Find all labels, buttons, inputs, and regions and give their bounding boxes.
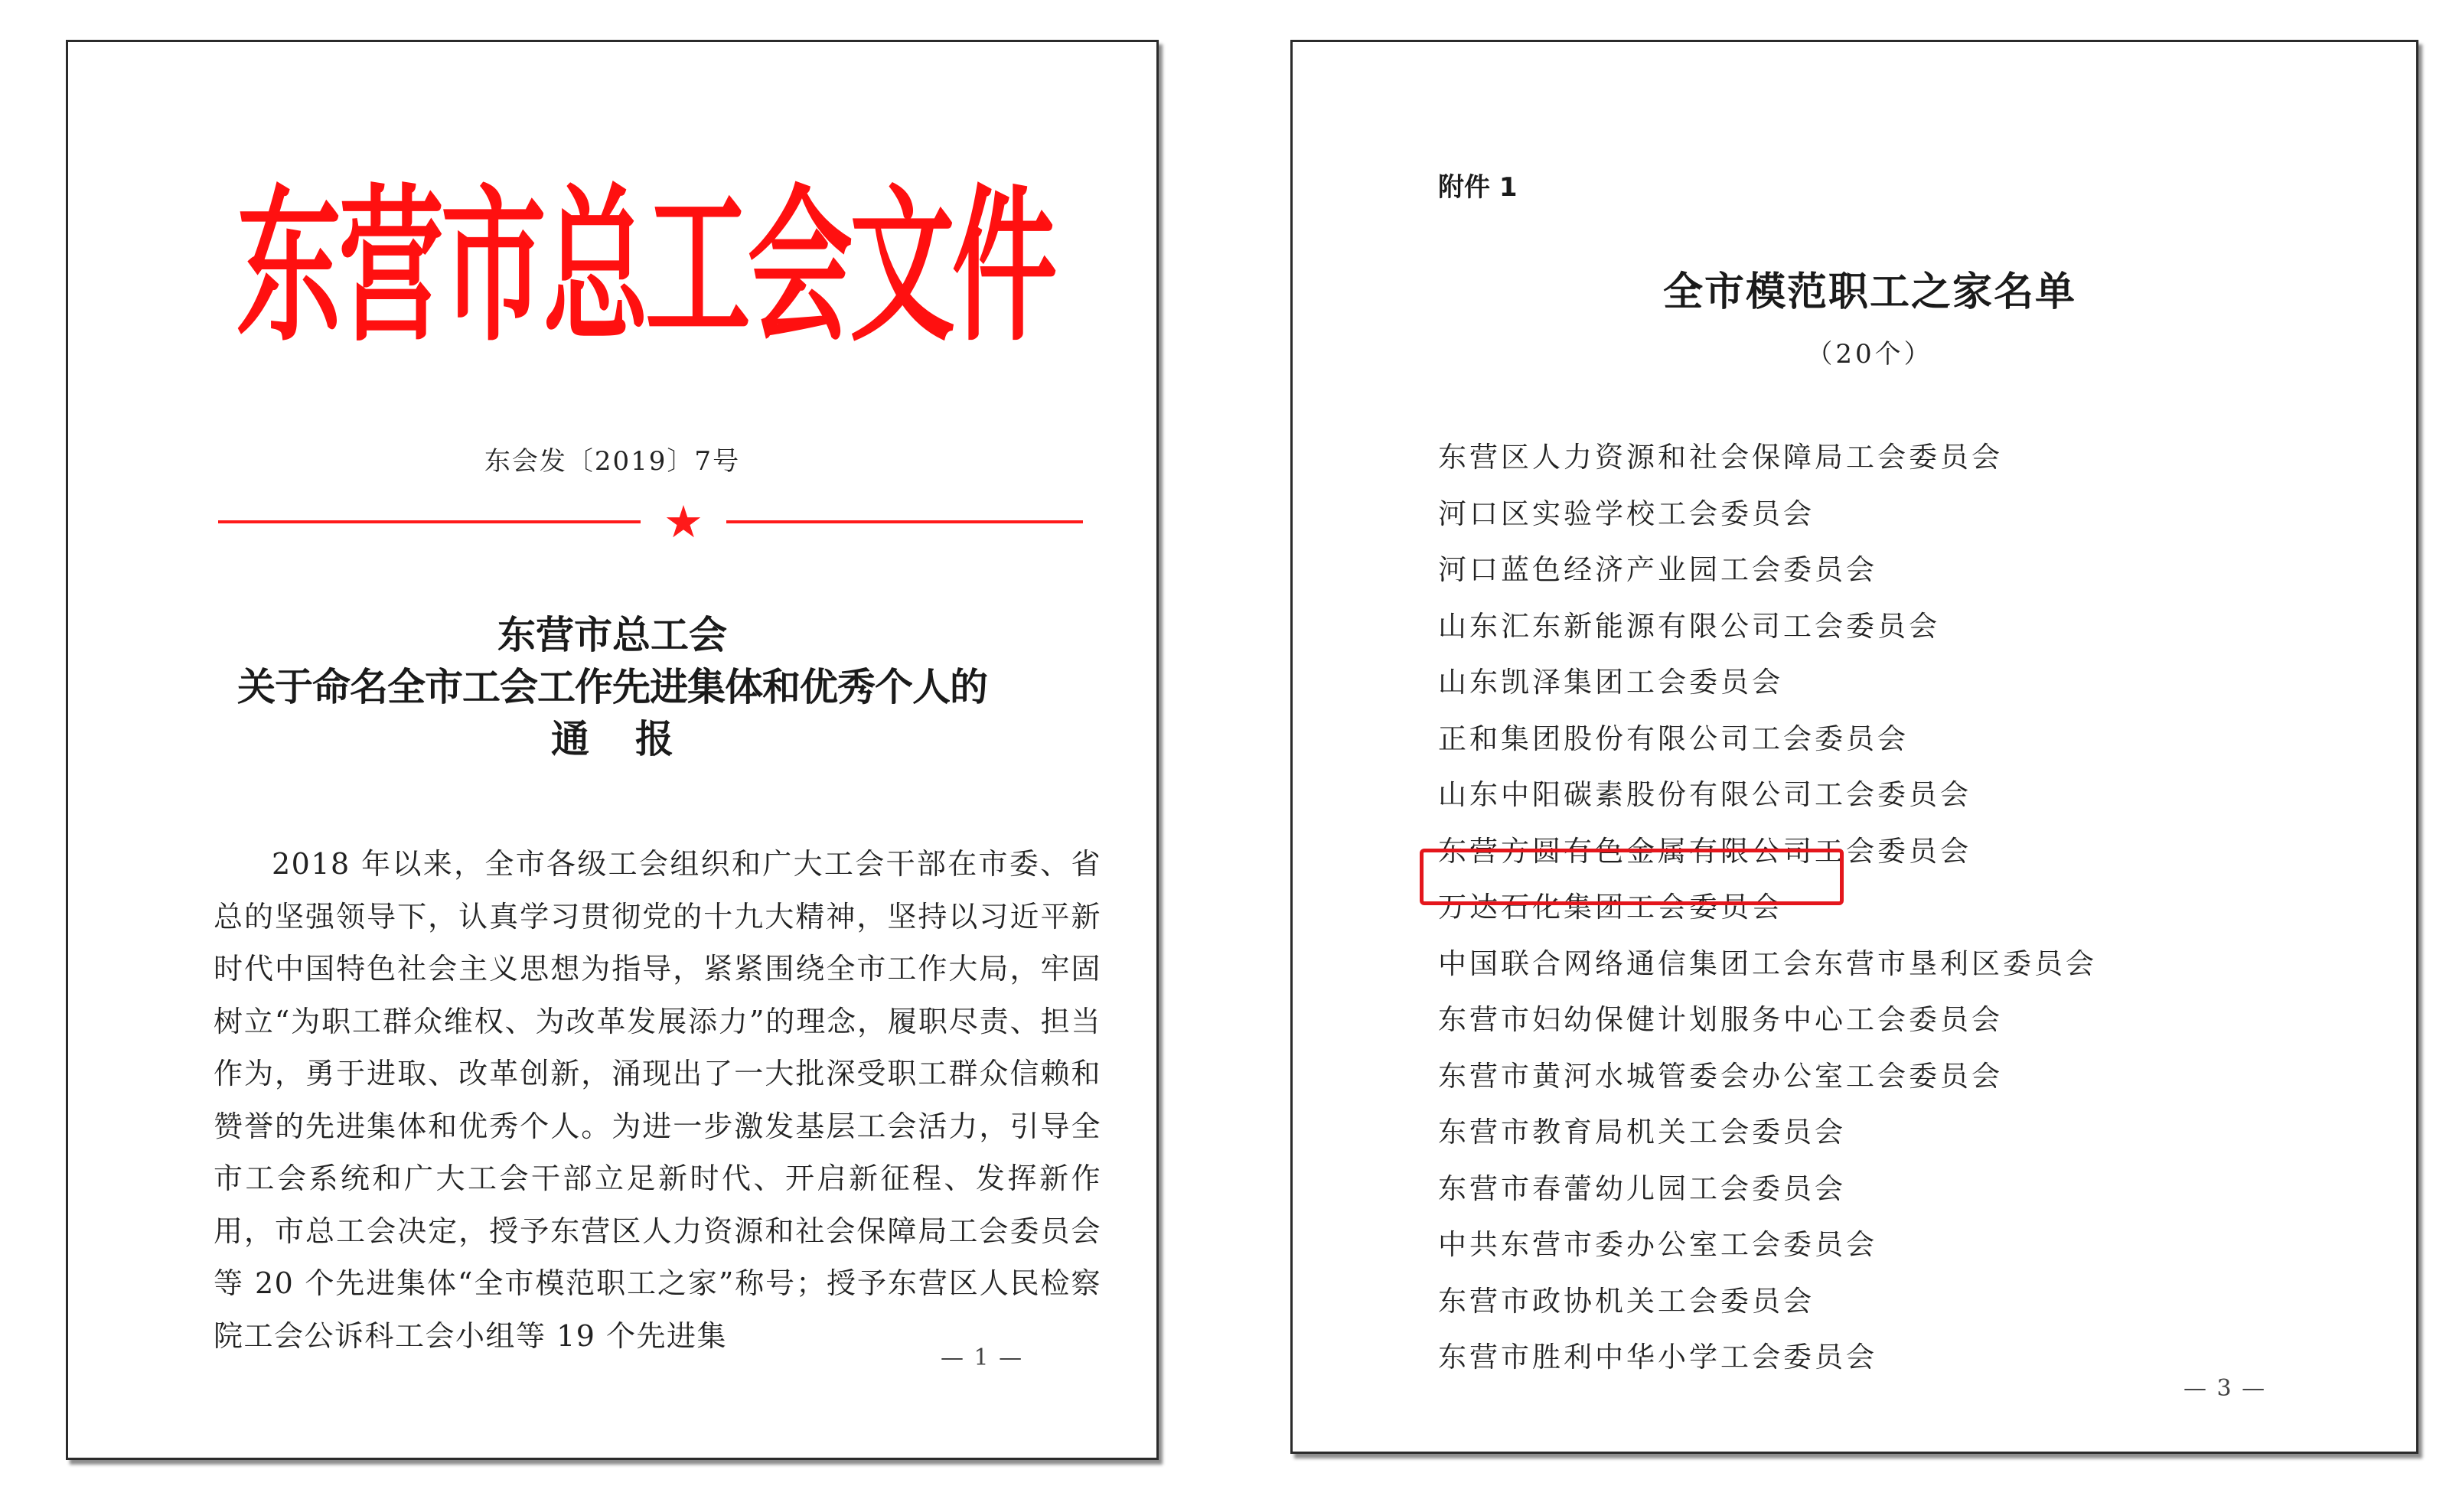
notice-body-paragraph: 2018 年以来，全市各级工会组织和广大工会干部在市委、省总的坚强领导下，认真学习贯彻党的十九大精神，坚持以习近平新时代中国特色社会主义思想为指导，紧紧围绕全市工作大局，牢固树立“为职工群众维权、为改革发展添力”的理念，履职尽责、担当作为，勇于进取、改革创新，涌现出了一大批深受职工群众信赖和赞誉的先进集体和优秀个人。为进一步激发基层工会活力，引导全市工会系统和广大工会干部立足新时代、开启新征程、发挥新作用，市总工会决定，授予东营区人力资源和社会保障局工会委员会等 20 个先进集体“全市模范职工之家”称号；授予东营区人民检察院工会公诉科工会小组等 19 个先进集 — [214, 847, 1101, 1353]
list-item: 东营市教育局机关工会委员会 — [1438, 1116, 1846, 1149]
list-item: 东营市胜利中华小学工会委员会 — [1438, 1341, 1877, 1374]
document-page-1 — [66, 40, 1159, 1460]
highlighted-list-item: 万达石化集团工会委员会 — [1438, 891, 1783, 924]
list-item: 中国联合网络通信集团工会东营市垦利区委员会 — [1438, 947, 2097, 980]
masthead-title: 东营市总工会文件 — [236, 171, 1055, 364]
list-item: 中共东营市委办公室工会委员会 — [1438, 1228, 1877, 1261]
list-item: 东营区人力资源和社会保障局工会委员会 — [1438, 441, 2003, 474]
organization-list — [1438, 429, 2097, 1386]
attachment-label: 附件 1 — [1438, 172, 1518, 203]
document-number: 东会发〔2019〕7号 — [484, 446, 741, 477]
list-item: 山东中阳碳素股份有限公司工会委员会 — [1438, 778, 1971, 811]
notice-title-line-3: 通报 — [551, 716, 719, 761]
list-item: 东营市妇幼保健计划服务中心工会委员会 — [1438, 1003, 2003, 1036]
star-icon: ★ — [664, 496, 703, 548]
list-item: 正和集团股份有限公司工会委员会 — [1438, 722, 1909, 755]
red-divider-right — [726, 520, 1083, 523]
list-item: 东营方圆有色金属有限公司工会委员会 — [1438, 834, 1971, 868]
list-item: 山东汇东新能源有限公司工会委员会 — [1438, 609, 1940, 643]
list-item: 东营市黄河水城管委会办公室工会委员会 — [1438, 1059, 2003, 1093]
list-item: 河口蓝色经济产业园工会委员会 — [1438, 553, 1877, 586]
list-item: 东营市春蕾幼儿园工会委员会 — [1438, 1171, 1846, 1205]
highlight-box — [1420, 849, 1844, 905]
list-count: （20个） — [1806, 339, 1933, 370]
notice-title-line-2: 关于命名全市工会工作先进集体和优秀个人的 — [237, 664, 987, 709]
list-item: 河口区实验学校工会委员会 — [1438, 497, 1815, 530]
page-number: — 3 — — [2183, 1375, 2267, 1402]
red-divider-left — [218, 520, 641, 523]
list-item: 山东凯泽集团工会委员会 — [1438, 666, 1783, 699]
document-page-3 — [1290, 40, 2418, 1454]
list-item: 东营市政协机关工会委员会 — [1438, 1284, 1815, 1318]
list-title: 全市模范职工之家名单 — [1662, 269, 2076, 315]
page-number: — 1 — — [941, 1344, 1024, 1371]
notice-title-line-1: 东营市总工会 — [497, 612, 727, 657]
